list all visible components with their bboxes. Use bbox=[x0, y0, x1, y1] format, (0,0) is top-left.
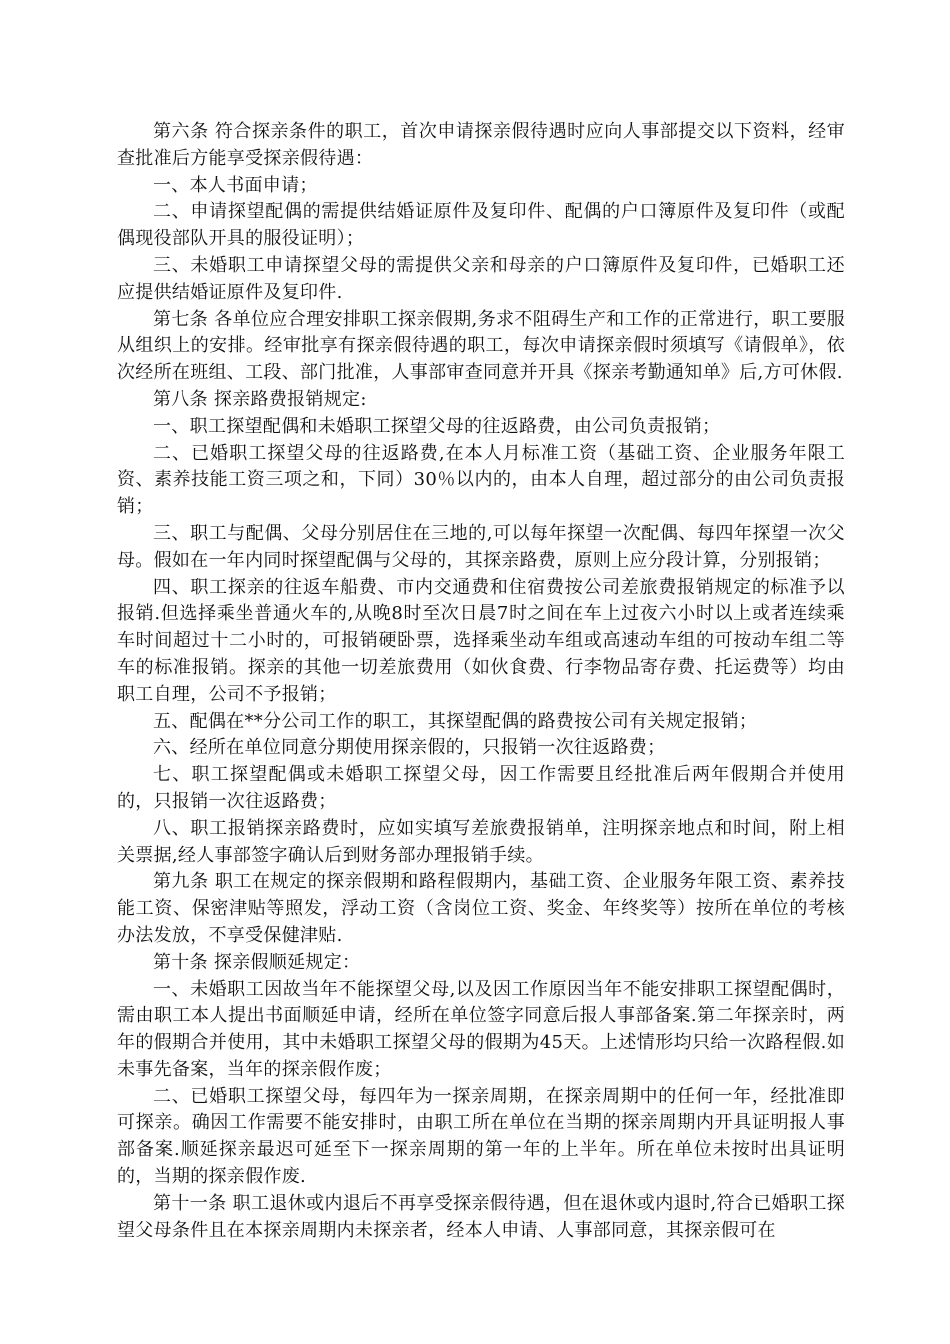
paragraph-article-6: 第六条 符合探亲条件的职工，首次申请探亲假待遇时应向人事部提交以下资料，经审查批准后方能享受探亲假待遇： bbox=[117, 121, 845, 169]
paragraph-item-1: 一、本人书面申请； bbox=[153, 174, 318, 196]
paragraph-article-11: 第十一条 职工退休或内退后不再享受探亲假待遇，但在退休或内退时,符合已婚职工探望父母条件且在本探亲周期内未探亲者，经本人申请、人事部同意，其探亲假可在 bbox=[117, 1192, 845, 1241]
paragraph-article-10: 第十条 探亲假顺延规定： bbox=[153, 951, 361, 973]
paragraph-item-4: 四、职工探亲的往返车船费、市内交通费和住宿费按公司差旅费报销规定的标准予以报销.但选择乘坐普通火车的,从晚8时至次日晨7时之间在车上过夜六小时以上或者连续乘车时间超过十二小时的，可报销硬卧票，选择乘坐动车组或高速动车组的可按动车组二等车的标准报销。探亲的其他一切差旅费用（如伙食费、行李物品寄存费、托运费等）均由职工自理，公司不予报销； bbox=[117, 576, 845, 705]
paragraph-item-8: 八、职工报销探亲路费时，应如实填写差旅费报销单，注明探亲地点和时间，附上相关票据,经人事部签字确认后到财务部办理报销手续。 bbox=[117, 817, 845, 866]
paragraph-item-2: 二、已婚职工探望父母的往返路费,在本人月标准工资（基础工资、企业服务年限工资、素养技能工资三项之和，下同）30％以内的，由本人自理，超过部分的由公司负责报销； bbox=[117, 442, 845, 518]
document-body bbox=[117, 119, 845, 1244]
paragraph-article-9: 第九条 职工在规定的探亲假期和路程假期内，基础工资、企业服务年限工资、素养技能工资、保密津贴等照发，浮动工资（含岗位工资、奖金、年终奖等）按所在单位的考核办法发放，不享受保健津贴. bbox=[117, 871, 845, 946]
paragraph-item-2: 二、已婚职工探望父母，每四年为一探亲周期，在探亲周期中的任何一年，经批准即可探亲。确因工作需要不能安排时，由职工所在单位在当期的探亲周期内开具证明报人事部备案.顺延探亲最迟可延至下一探亲周期的第一年的上半年。所在单位未按时出具证明的，当期的探亲假作废. bbox=[117, 1085, 845, 1188]
paragraph-item-5: 五、配偶在**分公司工作的职工，其探望配偶的路费按公司有关规定报销； bbox=[153, 710, 758, 732]
paragraph-item-2: 二、申请探望配偶的需提供结婚证原件及复印件、配偶的户口簿原件及复印件（或配偶现役部队开具的服役证明）； bbox=[117, 201, 845, 250]
paragraph-item-6: 六、经所在单位同意分期使用探亲假的，只报销一次往返路费； bbox=[153, 737, 666, 759]
paragraph-item-1: 一、未婚职工因故当年不能探望父母,以及因工作原因当年不能安排职工探望配偶时，需由职工本人提出书面顺延申请，经所在单位签字同意后报人事部备案.第二年探亲时，两年的假期合并使用，其中未婚职工探望父母的假期为45天。上述情形均只给一次路程假.如未事先备案，当年的探亲假作废； bbox=[117, 978, 845, 1080]
paragraph-article-7: 第七条 各单位应合理安排职工探亲假期,务求不阻碍生产和工作的正常进行，职工要服从组织上的安排。经审批享有探亲假待遇的职工，每次申请探亲假时须填写《请假单》，依次经所在班组、工段、部门批准，人事部审查同意并开具《探亲考勤通知单》后,方可休假. bbox=[117, 308, 845, 384]
paragraph-item-1: 一、职工探望配偶和未婚职工探望父母的往返路费，由公司负责报销； bbox=[153, 415, 721, 437]
paragraph-article-8: 第八条 探亲路费报销规定: bbox=[153, 388, 367, 410]
paragraph-item-3: 三、未婚职工申请探望父母的需提供父亲和母亲的户口簿原件及复印件，已婚职工还应提供结婚证原件及复印件. bbox=[117, 254, 845, 303]
paragraph-item-3: 三、职工与配偶、父母分别居住在三地的,可以每年探望一次配偶、每四年探望一次父母。假如在一年内同时探望配偶与父母的，其探亲路费，原则上应分段计算，分别报销； bbox=[117, 522, 845, 571]
paragraph-item-7: 七、职工探望配偶或未婚职工探望父母，因工作需要且经批准后两年假期合并使用的，只报销一次往返路费； bbox=[117, 764, 845, 812]
